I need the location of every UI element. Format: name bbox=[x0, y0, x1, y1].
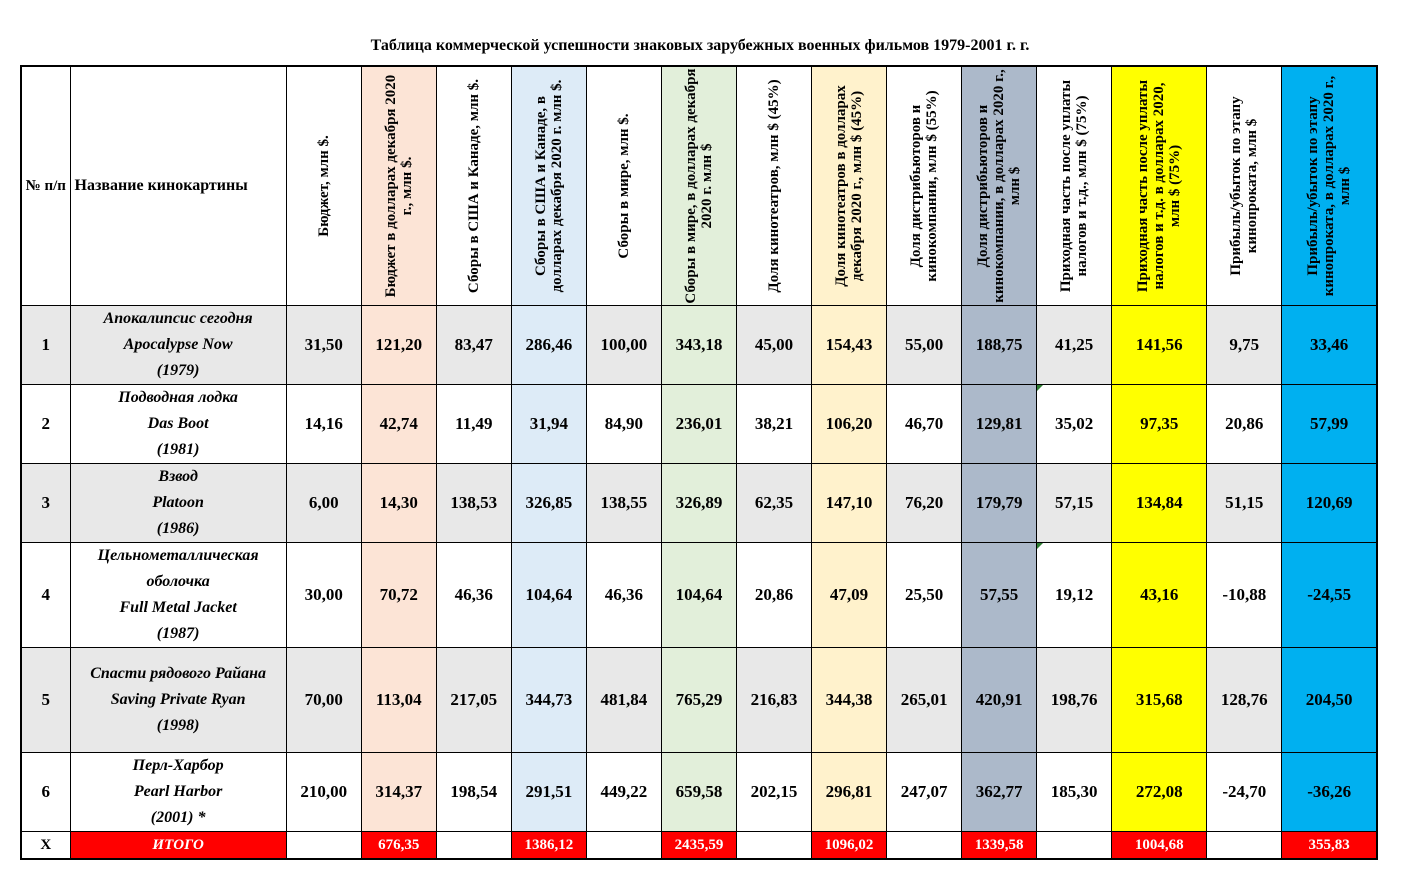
header-col-12 bbox=[1112, 66, 1207, 306]
value-cell: 19,12 bbox=[1037, 543, 1112, 648]
value-cell: 210,00 bbox=[286, 753, 361, 832]
film-year: (1981) bbox=[156, 441, 200, 458]
value-cell: 659,58 bbox=[661, 753, 736, 832]
table-title: Таблица коммерческой успешности знаковых зарубежных военных фильмов 1979-2001 г. г. bbox=[370, 37, 1030, 54]
value-cell: 46,36 bbox=[436, 543, 511, 648]
header-col-4 bbox=[511, 66, 586, 306]
header-col-10 bbox=[962, 66, 1037, 306]
film-year: (1986) bbox=[156, 520, 200, 537]
value-cell: 420,91 bbox=[962, 648, 1037, 753]
film-title-ru: Подводная лодка bbox=[118, 389, 238, 406]
header-col-11 bbox=[1037, 66, 1112, 306]
film-year: (1979) bbox=[156, 362, 200, 379]
table-row bbox=[21, 543, 1377, 648]
value-cell: 104,64 bbox=[511, 543, 586, 648]
value-cell: 35,02 bbox=[1037, 385, 1112, 464]
total-row bbox=[21, 832, 1377, 860]
film-success-table bbox=[20, 65, 1378, 860]
header-col-5 bbox=[586, 66, 661, 306]
value-cell: 141,56 bbox=[1112, 306, 1207, 385]
value-cell: 70,72 bbox=[361, 543, 436, 648]
film-title-ru: Цельнометаллическая оболочка bbox=[97, 547, 259, 590]
value-cell: 57,99 bbox=[1282, 385, 1377, 464]
header-col-13 bbox=[1207, 66, 1282, 306]
row-number: 4 bbox=[21, 543, 70, 648]
total-label: ИТОГО bbox=[70, 832, 286, 860]
header-col-label: Доля дистрибьюторов и кинокомпании, млн $ (55%) bbox=[908, 90, 941, 282]
film-title-en: Apocalypse Now bbox=[123, 336, 233, 353]
value-cell: 128,76 bbox=[1207, 648, 1282, 753]
value-cell: 291,51 bbox=[511, 753, 586, 832]
row-number: 5 bbox=[21, 648, 70, 753]
value-cell: 326,85 bbox=[511, 464, 586, 543]
film-title-cell bbox=[70, 385, 286, 464]
film-title-cell bbox=[70, 648, 286, 753]
header-col-label: Бюджет, млн $. bbox=[315, 135, 332, 237]
film-title-en: Das Boot bbox=[147, 415, 209, 432]
value-cell: 31,94 bbox=[511, 385, 586, 464]
film-year: (1987) bbox=[156, 625, 200, 642]
value-cell: 314,37 bbox=[361, 753, 436, 832]
film-title-en: Pearl Harbor bbox=[133, 783, 223, 800]
total-value-cell bbox=[1207, 832, 1282, 860]
value-cell: 97,35 bbox=[1112, 385, 1207, 464]
film-title-cell bbox=[70, 753, 286, 832]
row-number: 2 bbox=[21, 385, 70, 464]
value-cell: 198,76 bbox=[1037, 648, 1112, 753]
value-cell: 46,36 bbox=[586, 543, 661, 648]
value-cell: 204,50 bbox=[1282, 648, 1377, 753]
value-cell: 202,15 bbox=[736, 753, 811, 832]
value-cell: 449,22 bbox=[586, 753, 661, 832]
total-value-cell: 1386,12 bbox=[511, 832, 586, 860]
value-cell: 83,47 bbox=[436, 306, 511, 385]
value-cell: 765,29 bbox=[661, 648, 736, 753]
value-cell: 326,89 bbox=[661, 464, 736, 543]
value-cell: -24,70 bbox=[1207, 753, 1282, 832]
value-cell: 179,79 bbox=[962, 464, 1037, 543]
value-cell: 20,86 bbox=[1207, 385, 1282, 464]
value-cell: 9,75 bbox=[1207, 306, 1282, 385]
header-col-label: Бюджет в долларах декабря 2020 г., млн $. bbox=[382, 74, 415, 298]
value-cell: 38,21 bbox=[736, 385, 811, 464]
total-value-cell: 1004,68 bbox=[1112, 832, 1207, 860]
value-cell: -10,88 bbox=[1207, 543, 1282, 648]
header-col-label: Прибыль/убыток по этапу кинопроката, в долларах 2020 г., млн $ bbox=[1305, 75, 1354, 297]
value-cell: 14,16 bbox=[286, 385, 361, 464]
value-cell: 33,46 bbox=[1282, 306, 1377, 385]
header-name: Название кинокартины bbox=[70, 66, 286, 306]
value-cell: 344,38 bbox=[812, 648, 887, 753]
value-cell: 129,81 bbox=[962, 385, 1037, 464]
header-col-label: Сборы в США и Канаде, млн $. bbox=[465, 78, 482, 294]
row-number: 3 bbox=[21, 464, 70, 543]
total-value-cell bbox=[586, 832, 661, 860]
value-cell: 100,00 bbox=[586, 306, 661, 385]
row-number: 6 bbox=[21, 753, 70, 832]
value-cell: 185,30 bbox=[1037, 753, 1112, 832]
value-cell: -24,55 bbox=[1282, 543, 1377, 648]
value-cell: 286,46 bbox=[511, 306, 586, 385]
header-col-label: Сборы в США и Канаде, в долларах декабря 2020 г. млн $. bbox=[532, 79, 565, 293]
total-value-cell: 355,83 bbox=[1282, 832, 1377, 860]
film-title-cell bbox=[70, 306, 286, 385]
value-cell: 106,20 bbox=[812, 385, 887, 464]
value-cell: 25,50 bbox=[887, 543, 962, 648]
table-row bbox=[21, 648, 1377, 753]
value-cell: 20,86 bbox=[736, 543, 811, 648]
value-cell: 138,53 bbox=[436, 464, 511, 543]
header-col-label: Прибыль/убыток по этапу кинопроката, млн $ bbox=[1228, 96, 1261, 276]
value-cell: 41,25 bbox=[1037, 306, 1112, 385]
film-title-cell bbox=[70, 543, 286, 648]
row-number: 1 bbox=[21, 306, 70, 385]
value-cell: 147,10 bbox=[812, 464, 887, 543]
value-cell: 43,16 bbox=[1112, 543, 1207, 648]
header-col-label: Приходная часть после уплаты налогов и т.д., млн $ (75%) bbox=[1058, 79, 1091, 293]
value-cell: 198,54 bbox=[436, 753, 511, 832]
film-title-en: Platoon bbox=[152, 494, 204, 511]
header-col-14 bbox=[1282, 66, 1377, 306]
film-title-ru: Взвод bbox=[158, 468, 198, 485]
total-number: X bbox=[21, 832, 70, 860]
value-cell: 188,75 bbox=[962, 306, 1037, 385]
total-value-cell: 2435,59 bbox=[661, 832, 736, 860]
value-cell: 6,00 bbox=[286, 464, 361, 543]
header-col-3 bbox=[436, 66, 511, 306]
header-col-9 bbox=[887, 66, 962, 306]
value-cell: 14,30 bbox=[361, 464, 436, 543]
total-value-cell: 1339,58 bbox=[962, 832, 1037, 860]
value-cell: 47,09 bbox=[812, 543, 887, 648]
value-cell: 343,18 bbox=[661, 306, 736, 385]
total-value-cell: 1096,02 bbox=[812, 832, 887, 860]
header-num: № п/п bbox=[21, 66, 70, 306]
value-cell: 84,90 bbox=[586, 385, 661, 464]
value-cell: 138,55 bbox=[586, 464, 661, 543]
table-row bbox=[21, 385, 1377, 464]
total-value-cell bbox=[286, 832, 361, 860]
value-cell: 265,01 bbox=[887, 648, 962, 753]
value-cell: 134,84 bbox=[1112, 464, 1207, 543]
film-title-ru: Спасти рядового Райана bbox=[90, 665, 266, 682]
value-cell: -36,26 bbox=[1282, 753, 1377, 832]
header-col-label: Доля кинотеатров в долларах декабря 2020 г., млн $ (45%) bbox=[833, 85, 866, 287]
value-cell: 344,73 bbox=[511, 648, 586, 753]
value-cell: 120,69 bbox=[1282, 464, 1377, 543]
value-cell: 216,83 bbox=[736, 648, 811, 753]
header-col-6 bbox=[661, 66, 736, 306]
value-cell: 217,05 bbox=[436, 648, 511, 753]
film-title-ru: Перл-Харбор bbox=[132, 757, 224, 774]
film-year: (1998) bbox=[156, 717, 200, 734]
value-cell: 31,50 bbox=[286, 306, 361, 385]
header-col-label: Доля дистрибьюторов и кинокомпании, в долларах 2020 г., млн $ bbox=[975, 69, 1024, 303]
value-cell: 296,81 bbox=[812, 753, 887, 832]
value-cell: 272,08 bbox=[1112, 753, 1207, 832]
value-cell: 11,49 bbox=[436, 385, 511, 464]
value-cell: 104,64 bbox=[661, 543, 736, 648]
film-title-en: Full Metal Jacket bbox=[119, 599, 237, 616]
header-col-label: Приходная часть после уплаты налогов и т.д. в долларах 2020, млн $ (75%) bbox=[1135, 79, 1184, 293]
header-row bbox=[21, 66, 1377, 306]
value-cell: 76,20 bbox=[887, 464, 962, 543]
total-value-cell: 676,35 bbox=[361, 832, 436, 860]
header-col-label: Доля кинотеатров, млн $ (45%) bbox=[765, 79, 782, 293]
film-year: (2001) * bbox=[150, 809, 206, 826]
value-cell: 121,20 bbox=[361, 306, 436, 385]
value-cell: 30,00 bbox=[286, 543, 361, 648]
value-cell: 62,35 bbox=[736, 464, 811, 543]
total-value-cell bbox=[887, 832, 962, 860]
value-cell: 57,15 bbox=[1037, 464, 1112, 543]
film-title-en: Saving Private Ryan bbox=[110, 691, 246, 708]
header-col-1 bbox=[286, 66, 361, 306]
table-row bbox=[21, 464, 1377, 543]
value-cell: 57,55 bbox=[962, 543, 1037, 648]
header-col-8 bbox=[812, 66, 887, 306]
film-title-ru: Апокалипсис сегодня bbox=[103, 310, 253, 327]
total-value-cell bbox=[736, 832, 811, 860]
header-col-label: Сборы в мире, млн $. bbox=[615, 113, 632, 259]
value-cell: 70,00 bbox=[286, 648, 361, 753]
value-cell: 55,00 bbox=[887, 306, 962, 385]
value-cell: 247,07 bbox=[887, 753, 962, 832]
value-cell: 51,15 bbox=[1207, 464, 1282, 543]
value-cell: 315,68 bbox=[1112, 648, 1207, 753]
value-cell: 481,84 bbox=[586, 648, 661, 753]
value-cell: 46,70 bbox=[887, 385, 962, 464]
total-value-cell bbox=[1037, 832, 1112, 860]
header-col-2 bbox=[361, 66, 436, 306]
value-cell: 113,04 bbox=[361, 648, 436, 753]
value-cell: 45,00 bbox=[736, 306, 811, 385]
header-col-label: Сборы в мире, в долларах декабря 2020 г. млн $ bbox=[682, 68, 715, 304]
value-cell: 236,01 bbox=[661, 385, 736, 464]
table-row bbox=[21, 306, 1377, 385]
value-cell: 42,74 bbox=[361, 385, 436, 464]
total-value-cell bbox=[436, 832, 511, 860]
table-row bbox=[21, 753, 1377, 832]
value-cell: 154,43 bbox=[812, 306, 887, 385]
value-cell: 362,77 bbox=[962, 753, 1037, 832]
header-col-7 bbox=[736, 66, 811, 306]
film-title-cell bbox=[70, 464, 286, 543]
